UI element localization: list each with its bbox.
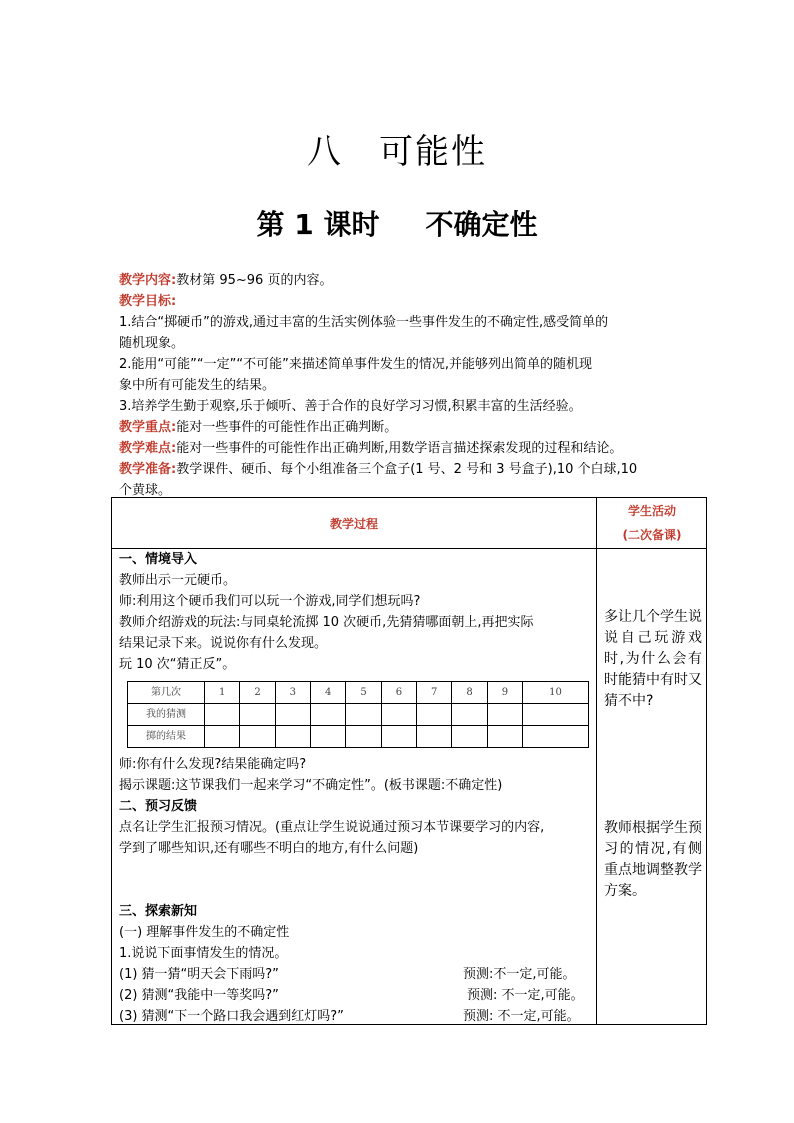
lesson-table <box>111 497 707 1025</box>
chapter-title <box>0 124 794 173</box>
table-cell <box>523 726 589 748</box>
text-line: 玩 10 次“猜正反”。 <box>119 657 236 672</box>
info-text: 1.结合“掷硬币”的游戏,通过丰富的生活实例体验一些事件发生的不确定性,感受简单的 <box>119 315 609 330</box>
section-title: 三、探索新知 <box>119 904 198 919</box>
guess-question: (1) 猜一猜“明天会下雨吗?” <box>119 967 279 982</box>
table-cell: 10 <box>523 682 589 704</box>
guess-item <box>119 985 593 1006</box>
info-label: 教学准备: <box>119 462 177 477</box>
info-label: 教学内容: <box>119 273 177 288</box>
info-text: 教学课件、硬币、每个小组准备三个盒子(1 号、2 号和 3 号盒子),10 个白球,10 <box>176 462 638 477</box>
table-row <box>128 682 589 704</box>
table-cell: 9 <box>487 682 522 704</box>
lesson-number: 第 1 课时 <box>256 208 380 241</box>
info-label: 教学难点: <box>119 441 177 456</box>
info-text: 能对一些事件的可能性作出正确判断,用数学语言描述探索发现的过程和结论。 <box>176 441 623 456</box>
text-line: 揭示课题:这节课我们一起来学习“不确定性”。(板书课题:不确定性) <box>119 778 503 793</box>
text-line: 结果记录下来。说说你有什么发现。 <box>119 636 328 651</box>
table-cell: 4 <box>311 682 346 704</box>
info-line <box>119 333 689 354</box>
table-cell <box>452 726 487 748</box>
table-cell <box>346 726 381 748</box>
text-line: 师:你有什么发现?结果能确定吗? <box>119 757 307 772</box>
process-content <box>119 549 593 1027</box>
text-line: 师:利用这个硬币我们可以玩一个游戏,同学们想玩吗? <box>119 594 421 609</box>
table-cell <box>523 704 589 726</box>
table-cell <box>452 704 487 726</box>
process-header <box>112 498 596 548</box>
info-line <box>119 375 689 396</box>
guess-question: (2) 猜测“我能中一等奖吗?” <box>119 988 279 1003</box>
spacer <box>119 859 593 880</box>
table-row <box>128 726 589 748</box>
text-line: 学到了哪些知识,还有哪些不明白的地方,有什么问题) <box>119 841 419 856</box>
info-text: 2.能用“可能”“一定”“不可能”来描述简单事件发生的情况,并能够列出简单的随机现 <box>119 357 592 372</box>
info-text: 随机现象。 <box>119 336 185 351</box>
table-cell <box>381 704 416 726</box>
info-line <box>119 459 689 480</box>
table-cell: 6 <box>381 682 416 704</box>
table-cell <box>205 726 240 748</box>
info-line <box>119 417 689 438</box>
table-cell <box>240 726 275 748</box>
table-cell <box>417 704 452 726</box>
table-cell <box>417 726 452 748</box>
table-cell: 掷的结果 <box>128 726 205 748</box>
table-cell <box>275 704 310 726</box>
info-label: 教学目标: <box>119 294 177 309</box>
spacer <box>119 880 593 901</box>
table-cell: 7 <box>417 682 452 704</box>
table-cell: 3 <box>275 682 310 704</box>
section-title: 二、预习反馈 <box>119 799 198 814</box>
text-line: 点名让学生汇报预习情况。(重点让学生说说通过预习本节课要学习的内容, <box>119 820 545 835</box>
table-cell <box>240 704 275 726</box>
table-cell <box>311 726 346 748</box>
table-cell: 第几次 <box>128 682 205 704</box>
info-line <box>119 291 689 312</box>
info-line <box>119 438 689 459</box>
table-cell: 5 <box>346 682 381 704</box>
table-cell: 2 <box>240 682 275 704</box>
lesson-name: 不确定性 <box>425 208 538 241</box>
chapter-name: 可能性 <box>379 132 487 172</box>
table-cell <box>311 704 346 726</box>
table-cell <box>487 726 522 748</box>
table-cell <box>487 704 522 726</box>
activity-header-line1: 学生活动 <box>627 504 676 518</box>
table-cell: 8 <box>452 682 487 704</box>
guess-prediction: 预测: 不一定,可能。 <box>467 988 584 1003</box>
table-cell <box>275 726 310 748</box>
guess-record-table <box>127 681 589 748</box>
process-header-text: 教学过程 <box>329 516 378 531</box>
column-divider <box>596 498 597 1024</box>
table-cell: 我的猜测 <box>128 704 205 726</box>
info-text: 教材第 95~96 页的内容。 <box>176 273 333 288</box>
activity-header-line2: (二次备课) <box>622 528 682 542</box>
teaching-info <box>119 270 689 501</box>
info-line <box>119 312 689 333</box>
table-row <box>128 704 589 726</box>
text-line: (一) 理解事件发生的不确定性 <box>119 925 290 940</box>
info-line <box>119 396 689 417</box>
info-text: 3.培养学生勤于观察,乐于倾听、善于合作的良好学习习惯,积累丰富的生活经验。 <box>119 399 582 414</box>
activity-note: 多让几个学生说说自己玩游戏时,为什么会有时能猜中有时又猜不中? <box>604 609 702 709</box>
chapter-number: 八 <box>307 132 343 172</box>
guess-item <box>119 964 593 985</box>
text-line: 教师出示一元硬币。 <box>119 573 237 588</box>
info-text: 个黄球。 <box>119 483 172 498</box>
guess-prediction: 预测:不一定,可能。 <box>463 967 576 982</box>
text-line: 教师介绍游戏的玩法:与同桌轮流掷 10 次硬币,先猜猜哪面朝上,再把实际 <box>119 615 534 630</box>
guess-question: (3) 猜测“下一个路口我会遇到红灯吗?” <box>119 1009 344 1024</box>
info-text: 象中所有可能发生的结果。 <box>119 378 276 393</box>
info-line <box>119 354 689 375</box>
info-label: 教学重点: <box>119 420 177 435</box>
table-cell <box>346 704 381 726</box>
info-text: 能对一些事件的可能性作出正确判断。 <box>176 420 398 435</box>
guess-item <box>119 1006 593 1027</box>
section-title: 一、情境导入 <box>119 552 198 567</box>
activity-header <box>597 498 707 548</box>
lesson-title <box>0 203 794 243</box>
guess-prediction: 预测: 不一定,可能。 <box>463 1009 580 1024</box>
table-cell <box>381 726 416 748</box>
table-cell <box>205 704 240 726</box>
info-line <box>119 270 689 291</box>
table-cell: 1 <box>205 682 240 704</box>
activity-note: 教师根据学生预习的情况,有侧重点地调整教学方案。 <box>604 820 702 899</box>
text-line: 1.说说下面事情发生的情况。 <box>119 946 288 961</box>
